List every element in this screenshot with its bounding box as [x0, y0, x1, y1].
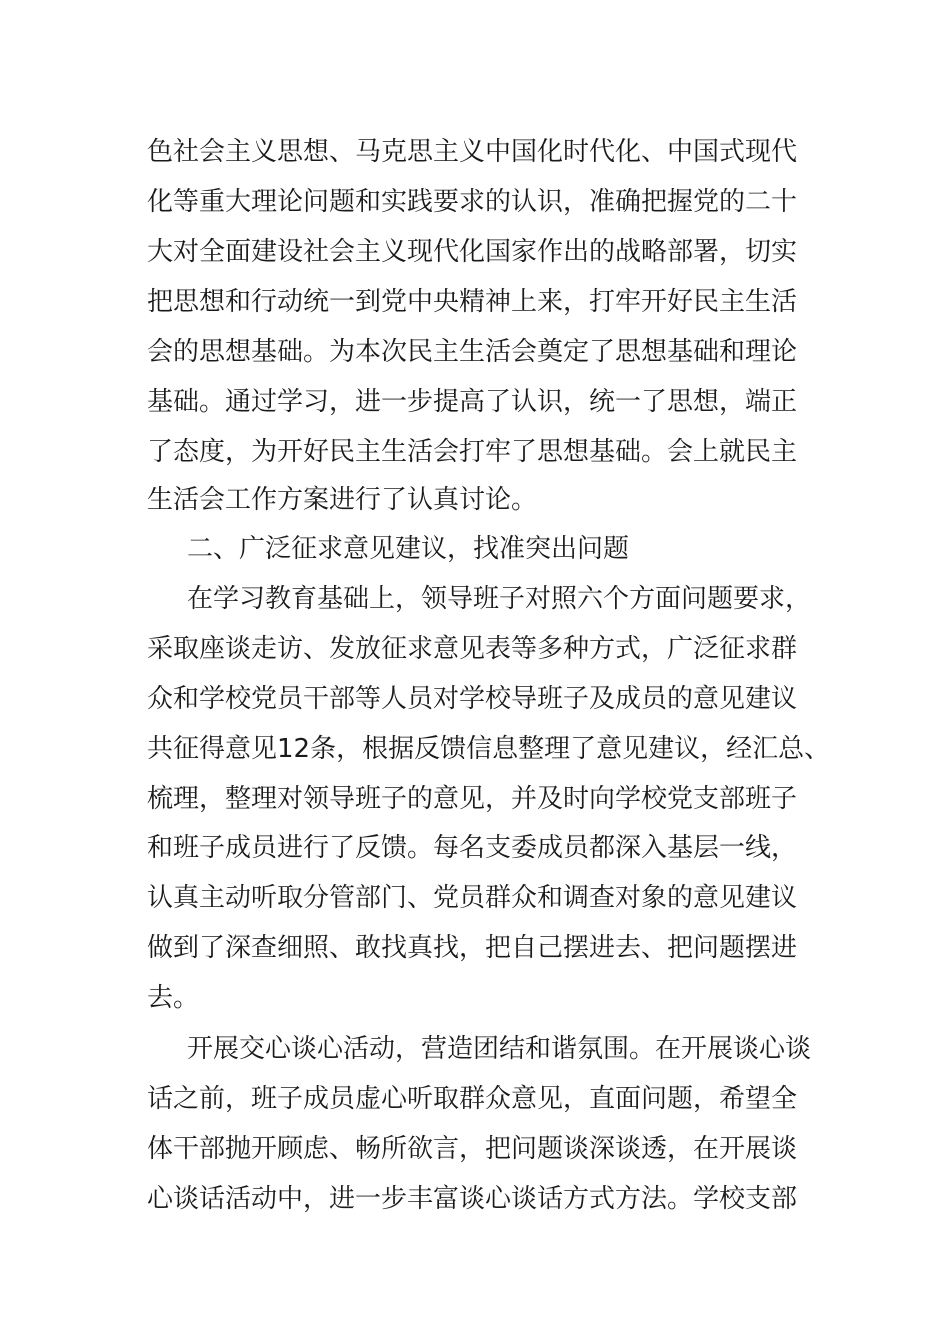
- paragraph-line: 话之前，班子成员虚心听取群众意见，直面问题，希望全: [147, 1084, 798, 1114]
- paragraph-line: 基础。通过学习，进一步提高了认识，统一了思想，端正: [147, 387, 798, 417]
- paragraph-line: 大对全面建设社会主义现代化国家作出的战略部署，切实: [147, 237, 798, 267]
- paragraph-line: 众和学校党员干部等人员对学校导班子及成员的意见建议: [147, 684, 798, 714]
- paragraph-line: 化等重大理论问题和实践要求的认识，准确把握党的二十: [147, 187, 798, 217]
- paragraph-line: 共征得意见12条，根据反馈信息整理了意见建议，经汇总、: [147, 734, 831, 764]
- paragraph-line: 梳理，整理对领导班子的意见，并及时向学校党支部班子: [147, 784, 798, 814]
- paragraph-line: 认真主动听取分管部门、党员群众和调查对象的意见建议: [147, 883, 798, 913]
- paragraph-line: 做到了深查细照、敢找真找，把自己摆进去、把问题摆进: [147, 933, 798, 963]
- paragraph-line: 了态度，为开好民主生活会打牢了思想基础。会上就民主: [147, 437, 798, 467]
- paragraph-line: 把思想和行动统一到党中央精神上来，打牢开好民主生活: [147, 287, 798, 317]
- section-heading: 二、广泛征求意见建议，找准突出问题: [187, 534, 630, 564]
- paragraph-line: 在学习教育基础上，领导班子对照六个方面问题要求，: [187, 584, 812, 614]
- paragraph-line: 开展交心谈心活动，营造团结和谐氛围。在开展谈心谈: [187, 1034, 812, 1064]
- paragraph-line: 色社会主义思想、马克思主义中国化时代化、中国式现代: [147, 137, 798, 167]
- paragraph-line: 采取座谈走访、发放征求意见表等多种方式，广泛征求群: [147, 634, 798, 664]
- paragraph-line: 去。: [147, 983, 200, 1013]
- paragraph-line: 和班子成员进行了反馈。每名支委成员都深入基层一线，: [147, 833, 798, 863]
- paragraph-line: 心谈话活动中，进一步丰富谈心谈话方式方法。学校支部: [147, 1184, 798, 1214]
- paragraph-line: 会的思想基础。为本次民主生活会奠定了思想基础和理论: [147, 337, 798, 367]
- paragraph-line: 生活会工作方案进行了认真讨论。: [147, 485, 538, 515]
- paragraph-line: 体干部抛开顾虑、畅所欲言，把问题谈深谈透，在开展谈: [147, 1134, 798, 1164]
